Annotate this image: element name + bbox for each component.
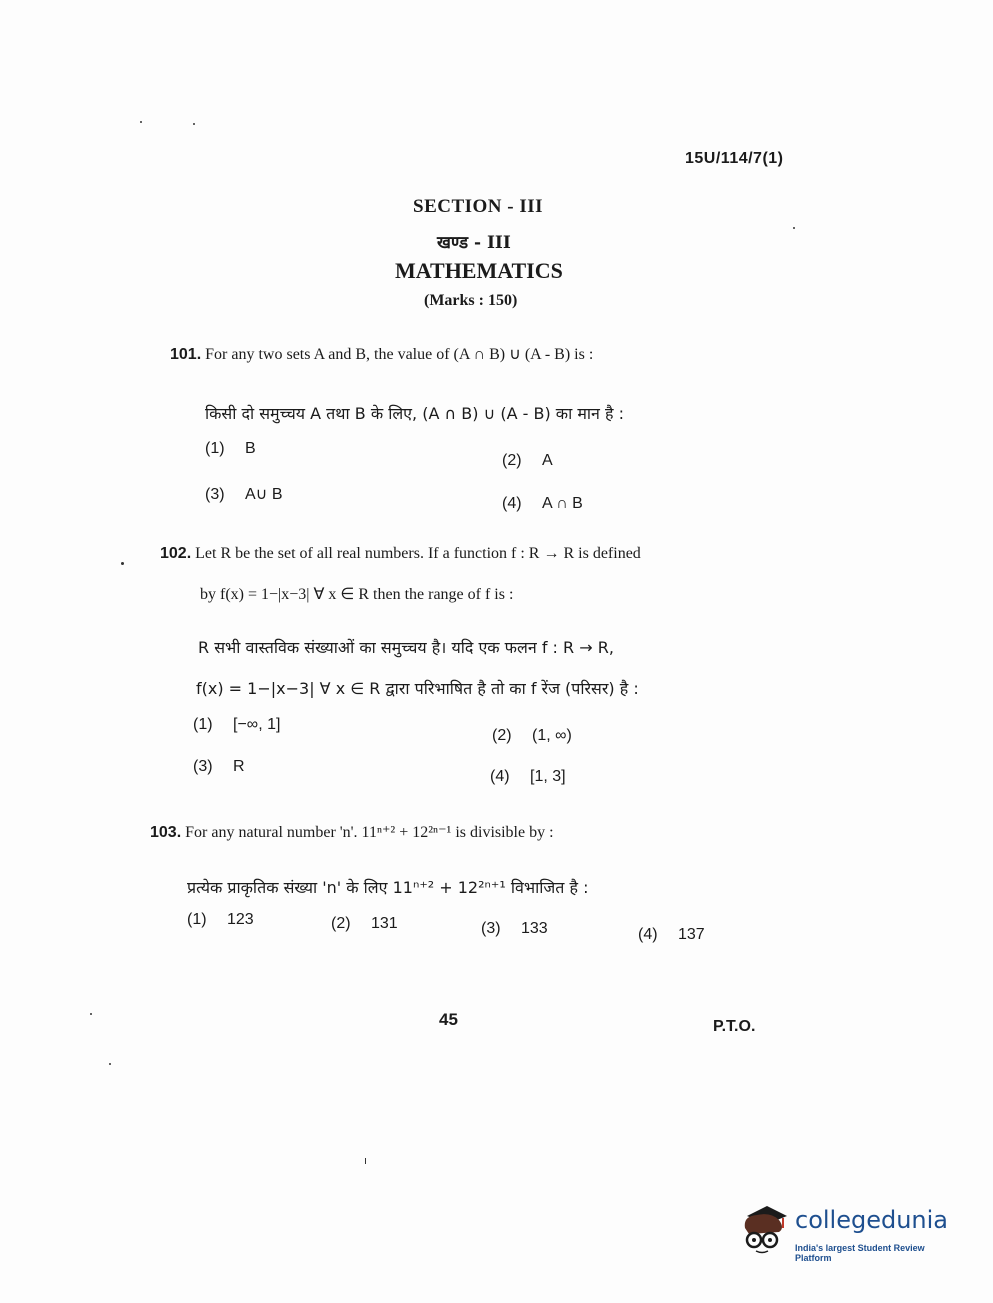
paper-code: 15U/114/7(1) [685,150,784,167]
scan-speck [121,562,124,565]
option-4 [490,768,566,786]
student-mascot-icon [737,1198,793,1256]
question-text: Let R be the set of all real numbers. If a function f : R → R is defined [195,545,641,562]
scan-speck [109,1063,111,1065]
question-number: 103. [150,824,182,841]
option-number: (1) [187,911,207,928]
question-101 [170,344,593,364]
option-text: [1, 3] [530,768,566,785]
section-title-hindi: खण्ड - III [437,233,511,253]
watermark-tagline: India's largest Student Review Platform [795,1243,925,1263]
option-number: (1) [193,716,213,733]
option-number: (2) [492,727,512,744]
option-text: 123 [227,911,254,928]
option-1 [193,716,280,734]
marks-label: (Marks : 150) [424,292,518,309]
question-text: For any two sets A and B, the value of (A ∩ B) ∪ (A - B) is : [205,346,594,363]
option-text: A [542,452,553,469]
option-number: (3) [481,920,501,937]
page-number: 45 [439,1010,458,1029]
option-number: (1) [205,440,225,457]
question-text-hindi-line-2: f(x) = 1−|x−3| ∀ x ∈ R द्वारा परिभाषित है तो का f रेंज (परिसर) है : [196,679,639,698]
option-3 [481,920,548,938]
pto-label: P.T.O. [713,1018,756,1035]
question-text-hindi: किसी दो समुच्चय A तथा B के लिए, (A ∩ B) ∪ (A - B) का मान है : [205,404,624,423]
scan-speck [90,1013,92,1015]
option-number: (3) [205,486,225,503]
option-number: (4) [490,768,510,785]
option-4 [502,495,583,513]
option-1 [205,440,256,458]
question-102 [160,545,641,563]
scan-speck [193,123,195,125]
option-3 [205,484,283,504]
option-1 [187,911,254,929]
question-text-hindi: प्रत्येक प्राकृतिक संख्या 'n' के लिए 11ⁿ⁺² + 12²ⁿ⁺¹ विभाजित है : [187,878,589,897]
question-text-hindi: R सभी वास्तविक संख्याओं का समुच्चय है। यदि एक फलन f : R → R, [198,638,614,657]
question-number: 101. [170,346,202,363]
section-title: SECTION - III [413,196,544,217]
option-2 [502,452,553,470]
option-text: (1, ∞) [532,727,572,744]
option-3 [193,758,245,776]
question-number: 102. [160,545,192,562]
option-number: (4) [502,495,522,512]
collegedunia-watermark [737,1198,962,1263]
option-text: [−∞, 1] [233,716,281,733]
option-text: B [245,440,256,457]
option-text: 131 [371,915,398,932]
scan-speck [793,227,795,229]
option-2 [492,727,572,745]
question-text-line-2: by f(x) = 1−|x−3| ∀ x ∈ R then the range of f is : [200,586,514,603]
option-text: A ∩ B [542,495,583,512]
option-number: (2) [502,452,522,469]
question-103 [150,822,554,842]
option-number: (2) [331,915,351,932]
option-number: (3) [193,758,213,775]
option-2 [331,915,398,933]
option-text: R [233,758,245,775]
subject-title: MATHEMATICS [395,258,563,283]
option-text: 133 [521,920,548,937]
watermark-name: collegedunia [795,1206,949,1234]
scan-speck [365,1158,366,1164]
scan-speck [140,121,142,123]
option-number: (4) [638,926,658,943]
option-text: A∪ B [245,486,283,503]
option-text: 137 [678,926,705,943]
option-4 [638,926,705,944]
question-text: For any natural number 'n'. 11ⁿ⁺² + 12²ⁿ⁻¹ is divisible by : [185,824,554,841]
